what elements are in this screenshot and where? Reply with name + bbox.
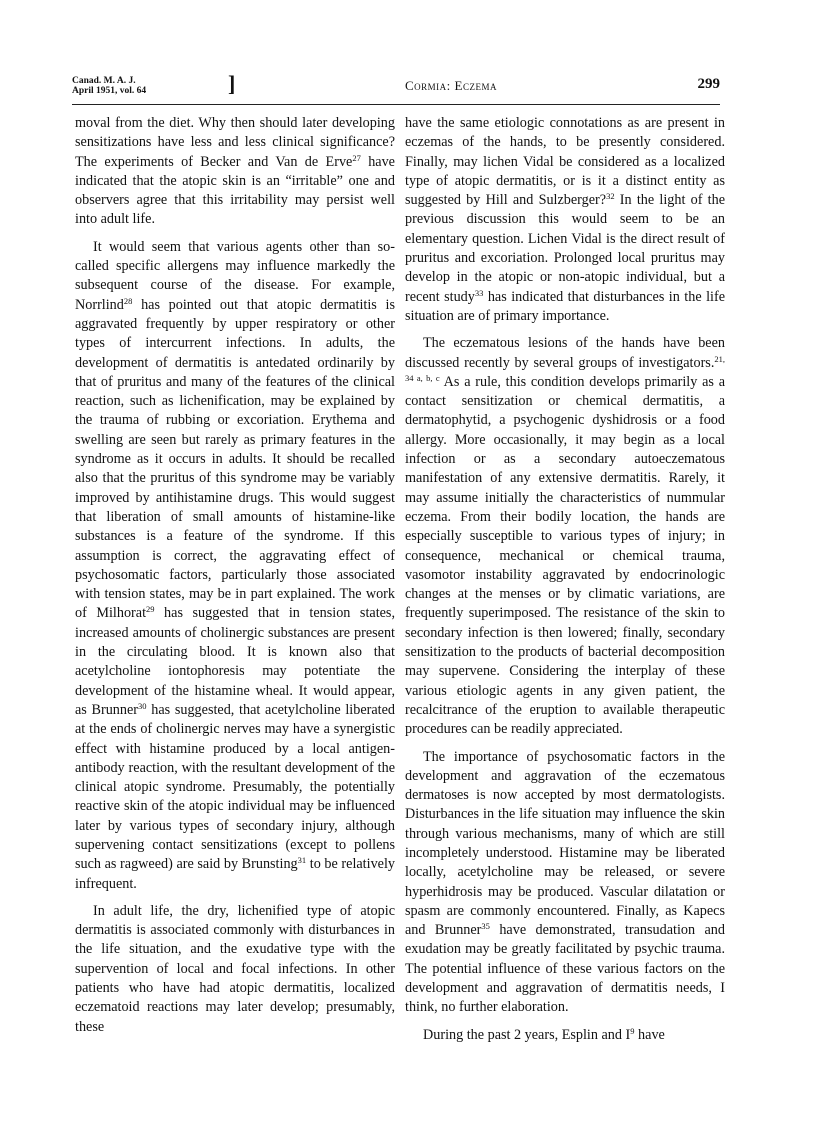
journal-issue: April 1951, vol. 64 — [72, 86, 147, 96]
page-header — [72, 71, 720, 98]
text-run: have the same etiologic connotations as are present in eczemas of the hands, to be presently considered. Finally, may lichen Vidal be considered as a localized type of atopic dermatitis, or is it a distinct entity as suggested by Hill and Sulzberger? — [405, 115, 725, 209]
text-run: The importance of psychosomatic factors in the development and aggravation of the eczematous dermatoses is now accepted by most dermatologists. Disturbances in the life situation may influence the skin through various mechanisms, many of which are still incompletely understood. Histamine may be liberated locally, acetylcholine may be released, or severe hyperhidrosis may be produced. Vascular dilatation or spasm are commonly encountered. Finally, as Kapecs and Brunner — [405, 748, 725, 939]
paragraph — [405, 114, 725, 326]
left-column — [75, 114, 395, 1037]
text-run: As a rule, this condition develops primarily as a contact sensitization or chemical dermatitis, a dermatophytid, a psychogenic dyshidrosis or a food allergy. More occasionally, it may begin as a local infection or as a secondary autoeczematous manifestation of any extensive dermatitis. Rarely, it may assume initially the characteristics of nummular eczema. From their bodily location, the hands are especially susceptible to various types of injury; in consequence, mechanical or chemical trauma, vasomotor instability aggravated by endocrinologic changes at the menses or by climatic variations, are frequently superimposed. The resistance of the skin to secondary infection is then lowered; finally, secondary sensitization to the products of bacterial decomposition may supervene. Considering the interplay of these various etiologic agents in any given patient, the recalcitrance of the eruption to available therapeutic procedures can be readily appreciated. — [405, 373, 725, 738]
text-run: has suggested that in tension states, increased amounts of cholinergic substances are present in the circulating blood. It is known also that acetylcholine iontophoresis may potentiate the development of the histamine wheal. It would appear, as Brunner — [75, 605, 395, 718]
header-bracket: ] — [228, 71, 236, 96]
text-run: have — [634, 1026, 665, 1043]
journal-name: Canad. M. A. J. — [72, 76, 136, 86]
paragraph — [405, 1026, 725, 1045]
text-run: The eczematous lesions of the hands have been discussed recently by several groups of investigators. — [405, 335, 725, 371]
citation-superscript: 31 — [297, 855, 307, 866]
journal-citation — [72, 76, 192, 96]
paragraph — [405, 748, 725, 1018]
text-run: have indicated that the atopic skin is an “irritable” one and observers agree that this irritability may persist well into adult life. — [75, 153, 395, 228]
text-run: has indicated that disturbances in the life situation are of primary importance. — [405, 288, 726, 324]
page-number: 299 — [697, 76, 720, 92]
text-run: In adult life, the dry, lichenified type of atopic dermatitis is associated commonly with disturbances in the life situation, and the exudative type with the supervention of local and focal infections. In other patients who have had atopic dermatitis, localized eczematoid reactions may later develop; presumably, these — [75, 902, 395, 1035]
text-run: It would seem that various agents other than so-called specific allergens may influence markedly the subsequent course of the disease. For example, Norrlind — [75, 238, 395, 313]
citation-superscript: 32 — [606, 191, 615, 202]
citation-superscript: 30 — [138, 700, 147, 711]
text-run: moval from the diet. Why then should later developing sensitizations have less and less clinical significance? The experiments of Becker and Van de Erve — [75, 115, 395, 170]
paragraph — [75, 902, 395, 1037]
text-run: has pointed out that atopic dermatitis is aggravated frequently by upper respiratory or other types of intercurrent infections. In adults, the development of dermatitis is antedated ordinarily by that of pruritus and many of the features of the clinical reaction, such as lichenification, may be explained by the trauma of rubbing or excoriation. Erythema and swelling are seen but rarely as primary features in the syndrome as it occurs in adults. It should be recalled also that the pruritus of this syndrome may be variably improved by antihistamine drugs. This would suggest that liberation of small amounts of histamine-like substances is a feature of the syndrome. If this assumption is correct, the aggravating effect of psychosomatic factors, particularly those associated with tension states, may be in part explained. The work of Milhorat — [75, 296, 395, 622]
paragraph — [405, 334, 725, 739]
paragraph — [75, 114, 395, 230]
paragraph — [75, 238, 395, 894]
right-column — [405, 114, 725, 1045]
citation-superscript: 27 — [352, 152, 361, 163]
running-title: Cormia: Eczema — [405, 78, 497, 93]
citation-superscript: 35 — [481, 921, 490, 932]
text-run: has suggested, that acetylcholine liberated at the ends of cholinergic nerves may have a synergistic effect with histamine produced by a local antigen-antibody reaction, with the resultant development of the clinical atopic syndrome. Presumably, the potentially reactive skin of the atopic individual may be influenced later by various types of secondary injury, although supervening contact sensitizations (except to pollens such as ragweed) are said by Brunsting — [75, 701, 395, 873]
text-run: have demonstrated, transudation and exudation may be greatly facilitated by psychic trauma. The potential influence of these various factors on the development and aggravation of dermatitis needs, I think, no further elaboration. — [405, 922, 725, 1016]
citation-superscript: 9 — [630, 1025, 635, 1036]
text-run: During the past 2 years, Esplin and I — [423, 1026, 631, 1043]
header-rule — [72, 104, 720, 105]
text-run: to be relatively infrequent. — [75, 856, 395, 892]
text-run: In the light of the previous discussion this would seem to be an elementary question. Lichen Vidal is the direct result of pruritus and excoriation. Prolonged local pruritus may develop in the atopic or non-atopic individual, but a recent study — [405, 192, 725, 305]
citation-superscript: 33 — [474, 287, 484, 298]
citation-superscript: 28 — [123, 295, 133, 306]
citation-superscript: 21, 34 a, b, c — [405, 353, 725, 383]
citation-superscript: 29 — [146, 604, 155, 615]
